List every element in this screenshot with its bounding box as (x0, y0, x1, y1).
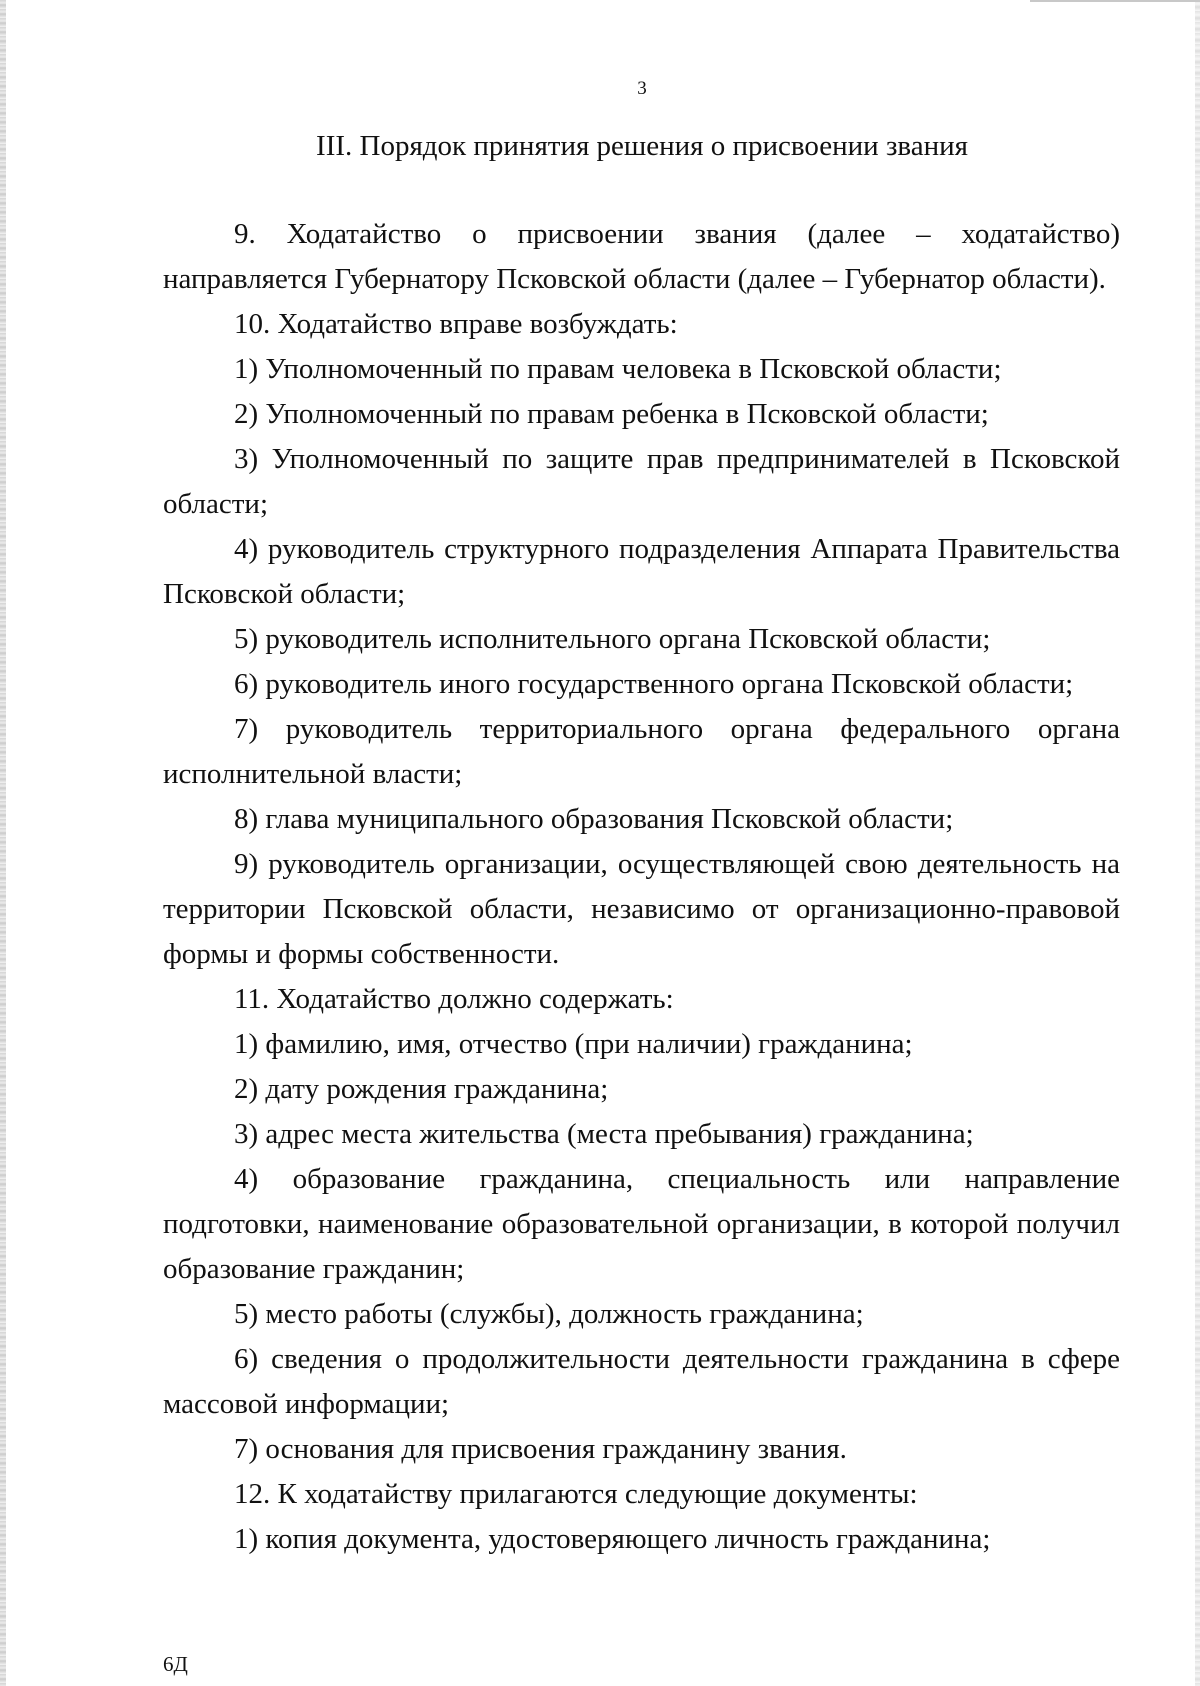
list-item: 4) образование гражданина, специальность или направление подготовки, наименование образовательной организации, в которой получил образование гражданин; (163, 1163, 1120, 1285)
list-item: 6) сведения о продолжительности деятельности гражданина в сфере массовой информации; (163, 1343, 1120, 1420)
page-number: 3 (637, 78, 647, 99)
paragraph-9: 9. Ходатайство о присвоении звания (далее – ходатайство) направляется Губернатору Псковской области (далее – Губернатор области). (163, 218, 1120, 295)
list-item: 7) основания для присвоения гражданину звания. (234, 1433, 847, 1465)
list-item: 3) адрес места жительства (места пребывания) гражданина; (234, 1118, 974, 1150)
list-item: 1) фамилию, имя, отчество (при наличии) гражданина; (234, 1028, 913, 1060)
list-item: 4) руководитель структурного подразделения Аппарата Правительства Псковской области; (163, 533, 1120, 610)
list-item: 2) дату рождения гражданина; (234, 1073, 609, 1105)
paragraph-11: 11. Ходатайство должно содержать: (234, 983, 674, 1015)
list-item: 6) руководитель иного государственного органа Псковской области; (234, 668, 1074, 700)
scan-edge-right (1195, 0, 1200, 1686)
list-item: 5) руководитель исполнительного органа Псковской области; (234, 623, 991, 655)
list-item: 7) руководитель территориального органа федерального органа исполнительной власти; (163, 713, 1120, 790)
paragraph-12: 12. К ходатайству прилагаются следующие документы: (234, 1478, 918, 1510)
document-body (163, 212, 1120, 1562)
list-item: 3) Уполномоченный по защите прав предпринимателей в Псковской области; (163, 443, 1120, 520)
list-item: 2) Уполномоченный по правам ребенка в Псковской области; (234, 398, 989, 430)
list-item: 1) Уполномоченный по правам человека в Псковской области; (234, 353, 1002, 385)
list-item: 8) глава муниципального образования Псковской области; (234, 803, 954, 835)
section-title: III. Порядок принятия решения о присвоении звания (316, 130, 968, 162)
footer-code: 6Д (163, 1652, 188, 1676)
list-item: 9) руководитель организации, осуществляющей свою деятельность на территории Псковской области, независимо от организационно-правовой формы и формы собственности. (163, 848, 1120, 970)
list-item: 1) копия документа, удостоверяющего личность гражданина; (234, 1523, 991, 1555)
scan-edge-top (1030, 0, 1200, 2)
paragraph-10: 10. Ходатайство вправе возбуждать: (234, 308, 678, 340)
list-item: 5) место работы (службы), должность гражданина; (234, 1298, 864, 1330)
scan-edge-left (0, 0, 6, 1686)
